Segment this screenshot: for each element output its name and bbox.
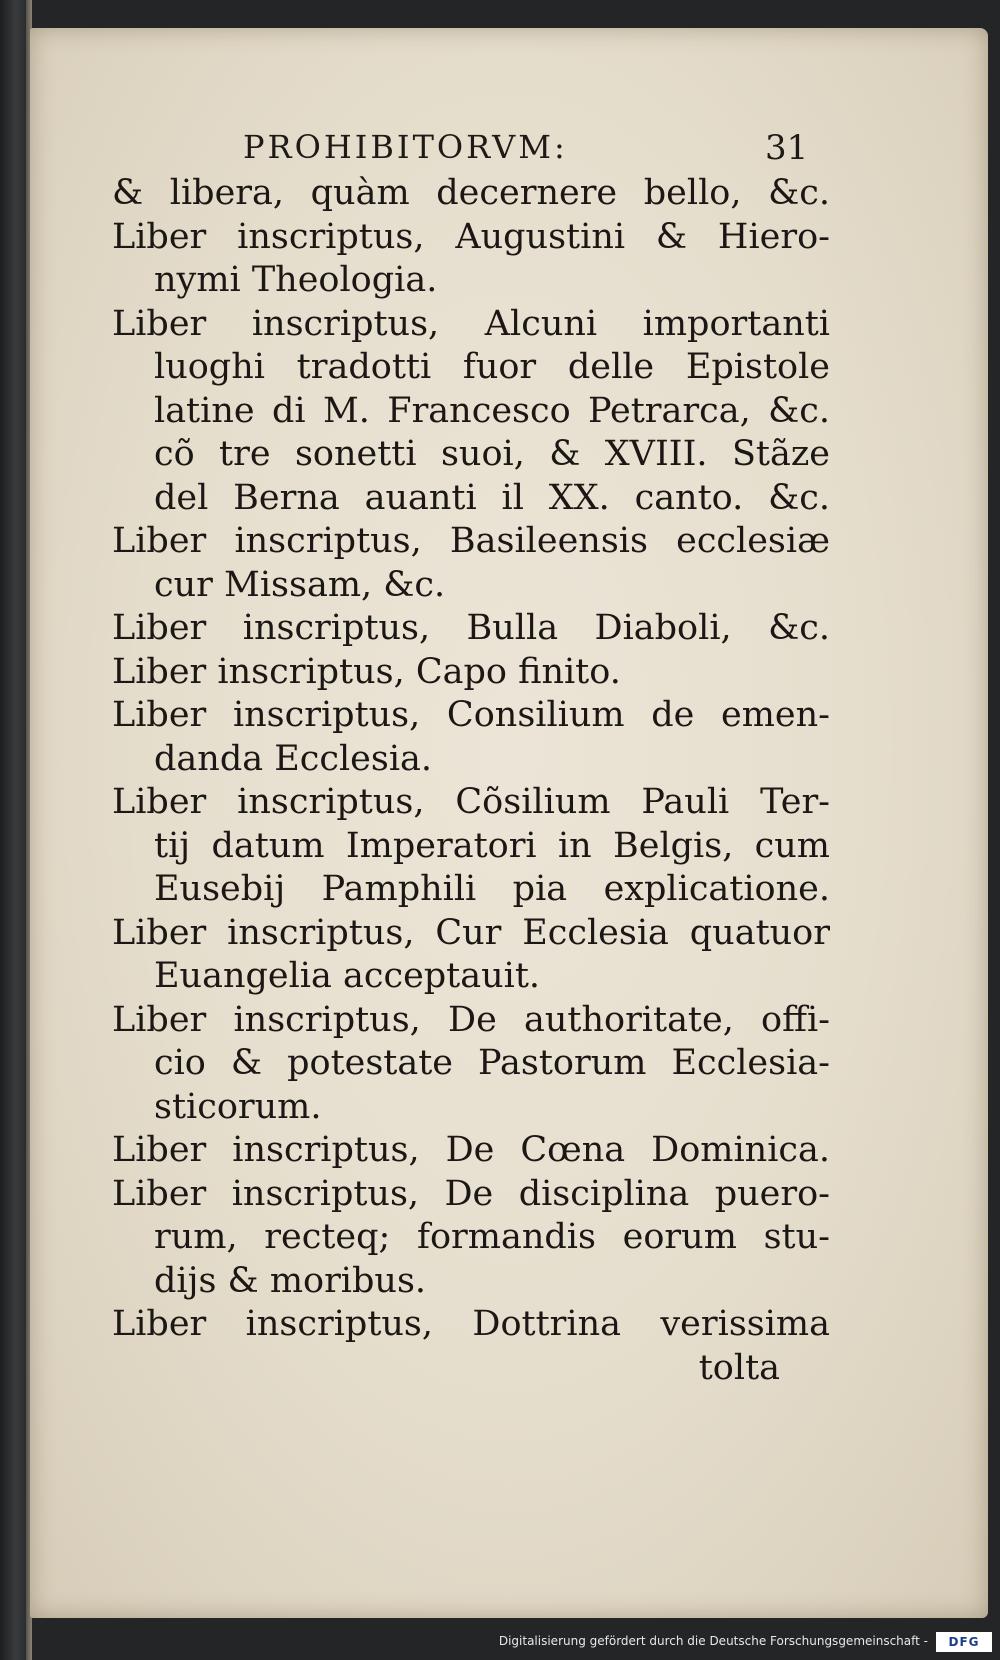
dfg-logo: DFG bbox=[936, 1632, 992, 1652]
text-line: cõ tre sonetti suoi, & XVIII. Stãze bbox=[154, 434, 830, 474]
book-page bbox=[30, 28, 988, 1618]
text-line: luoghi tradotti fuor delle Epistole bbox=[154, 347, 830, 387]
text-line: Liber inscriptus, De authoritate, offi- bbox=[112, 999, 830, 1040]
text-line: tij datum Imperatori in Belgis, cum bbox=[154, 825, 830, 866]
running-head: PROHIBITORVM: bbox=[243, 128, 568, 166]
text-line: cio & potestate Pastorum Ecclesia- bbox=[154, 1043, 830, 1083]
text-line: Liber inscriptus, Capo finito. bbox=[112, 651, 621, 692]
page-number: 31 bbox=[765, 128, 809, 168]
page-body bbox=[112, 172, 830, 1390]
text-line: Liber inscriptus, Basileensis ecclesiæ bbox=[112, 521, 830, 561]
text-line: rum, recteq; formandis eorum stu- bbox=[154, 1217, 830, 1257]
page-header bbox=[30, 28, 988, 168]
text-line: Eusebij Pamphili pia explicatione. bbox=[154, 869, 830, 909]
text-line: latine di M. Francesco Petrarca, &c. bbox=[154, 390, 830, 431]
text-line: Liber inscriptus, Augustini & Hiero- bbox=[112, 216, 830, 257]
text-line: Liber inscriptus, De Cœna Dominica. bbox=[112, 1130, 830, 1170]
text-line: & libera, quàm decernere bello, &c. bbox=[112, 173, 830, 213]
text-line: danda Ecclesia. bbox=[154, 738, 433, 779]
text-line: nymi Theologia. bbox=[154, 260, 438, 300]
catchword: tolta bbox=[698, 1347, 780, 1388]
text-line: dijs & moribus. bbox=[154, 1260, 427, 1301]
text-line: Liber inscriptus, Cõsilium Pauli Ter- bbox=[112, 782, 830, 822]
text-line: sticorum. bbox=[154, 1086, 322, 1127]
digitization-footer bbox=[0, 1630, 1000, 1660]
text-line: Liber inscriptus, Dottrina verissima bbox=[112, 1304, 830, 1344]
text-line: Liber inscriptus, Alcuni importanti bbox=[112, 303, 830, 344]
text-line: cur Missam, &c. bbox=[154, 564, 446, 605]
text-line: Liber inscriptus, Bulla Diaboli, &c. bbox=[112, 608, 830, 648]
text-line: Liber inscriptus, De disciplina puero- bbox=[112, 1173, 830, 1214]
text-line: Liber inscriptus, Cur Ecclesia quatuor bbox=[112, 912, 830, 953]
book-binding bbox=[0, 0, 26, 1660]
text-line: Liber inscriptus, Consilium de emen- bbox=[112, 695, 830, 735]
text-line: Euangelia acceptauit. bbox=[154, 956, 541, 996]
text-line: del Berna auanti il XX. canto. &c. bbox=[154, 477, 830, 518]
funding-credit: Digitalisierung gefördert durch die Deutsche Forschungsgemeinschaft - bbox=[498, 1634, 928, 1648]
